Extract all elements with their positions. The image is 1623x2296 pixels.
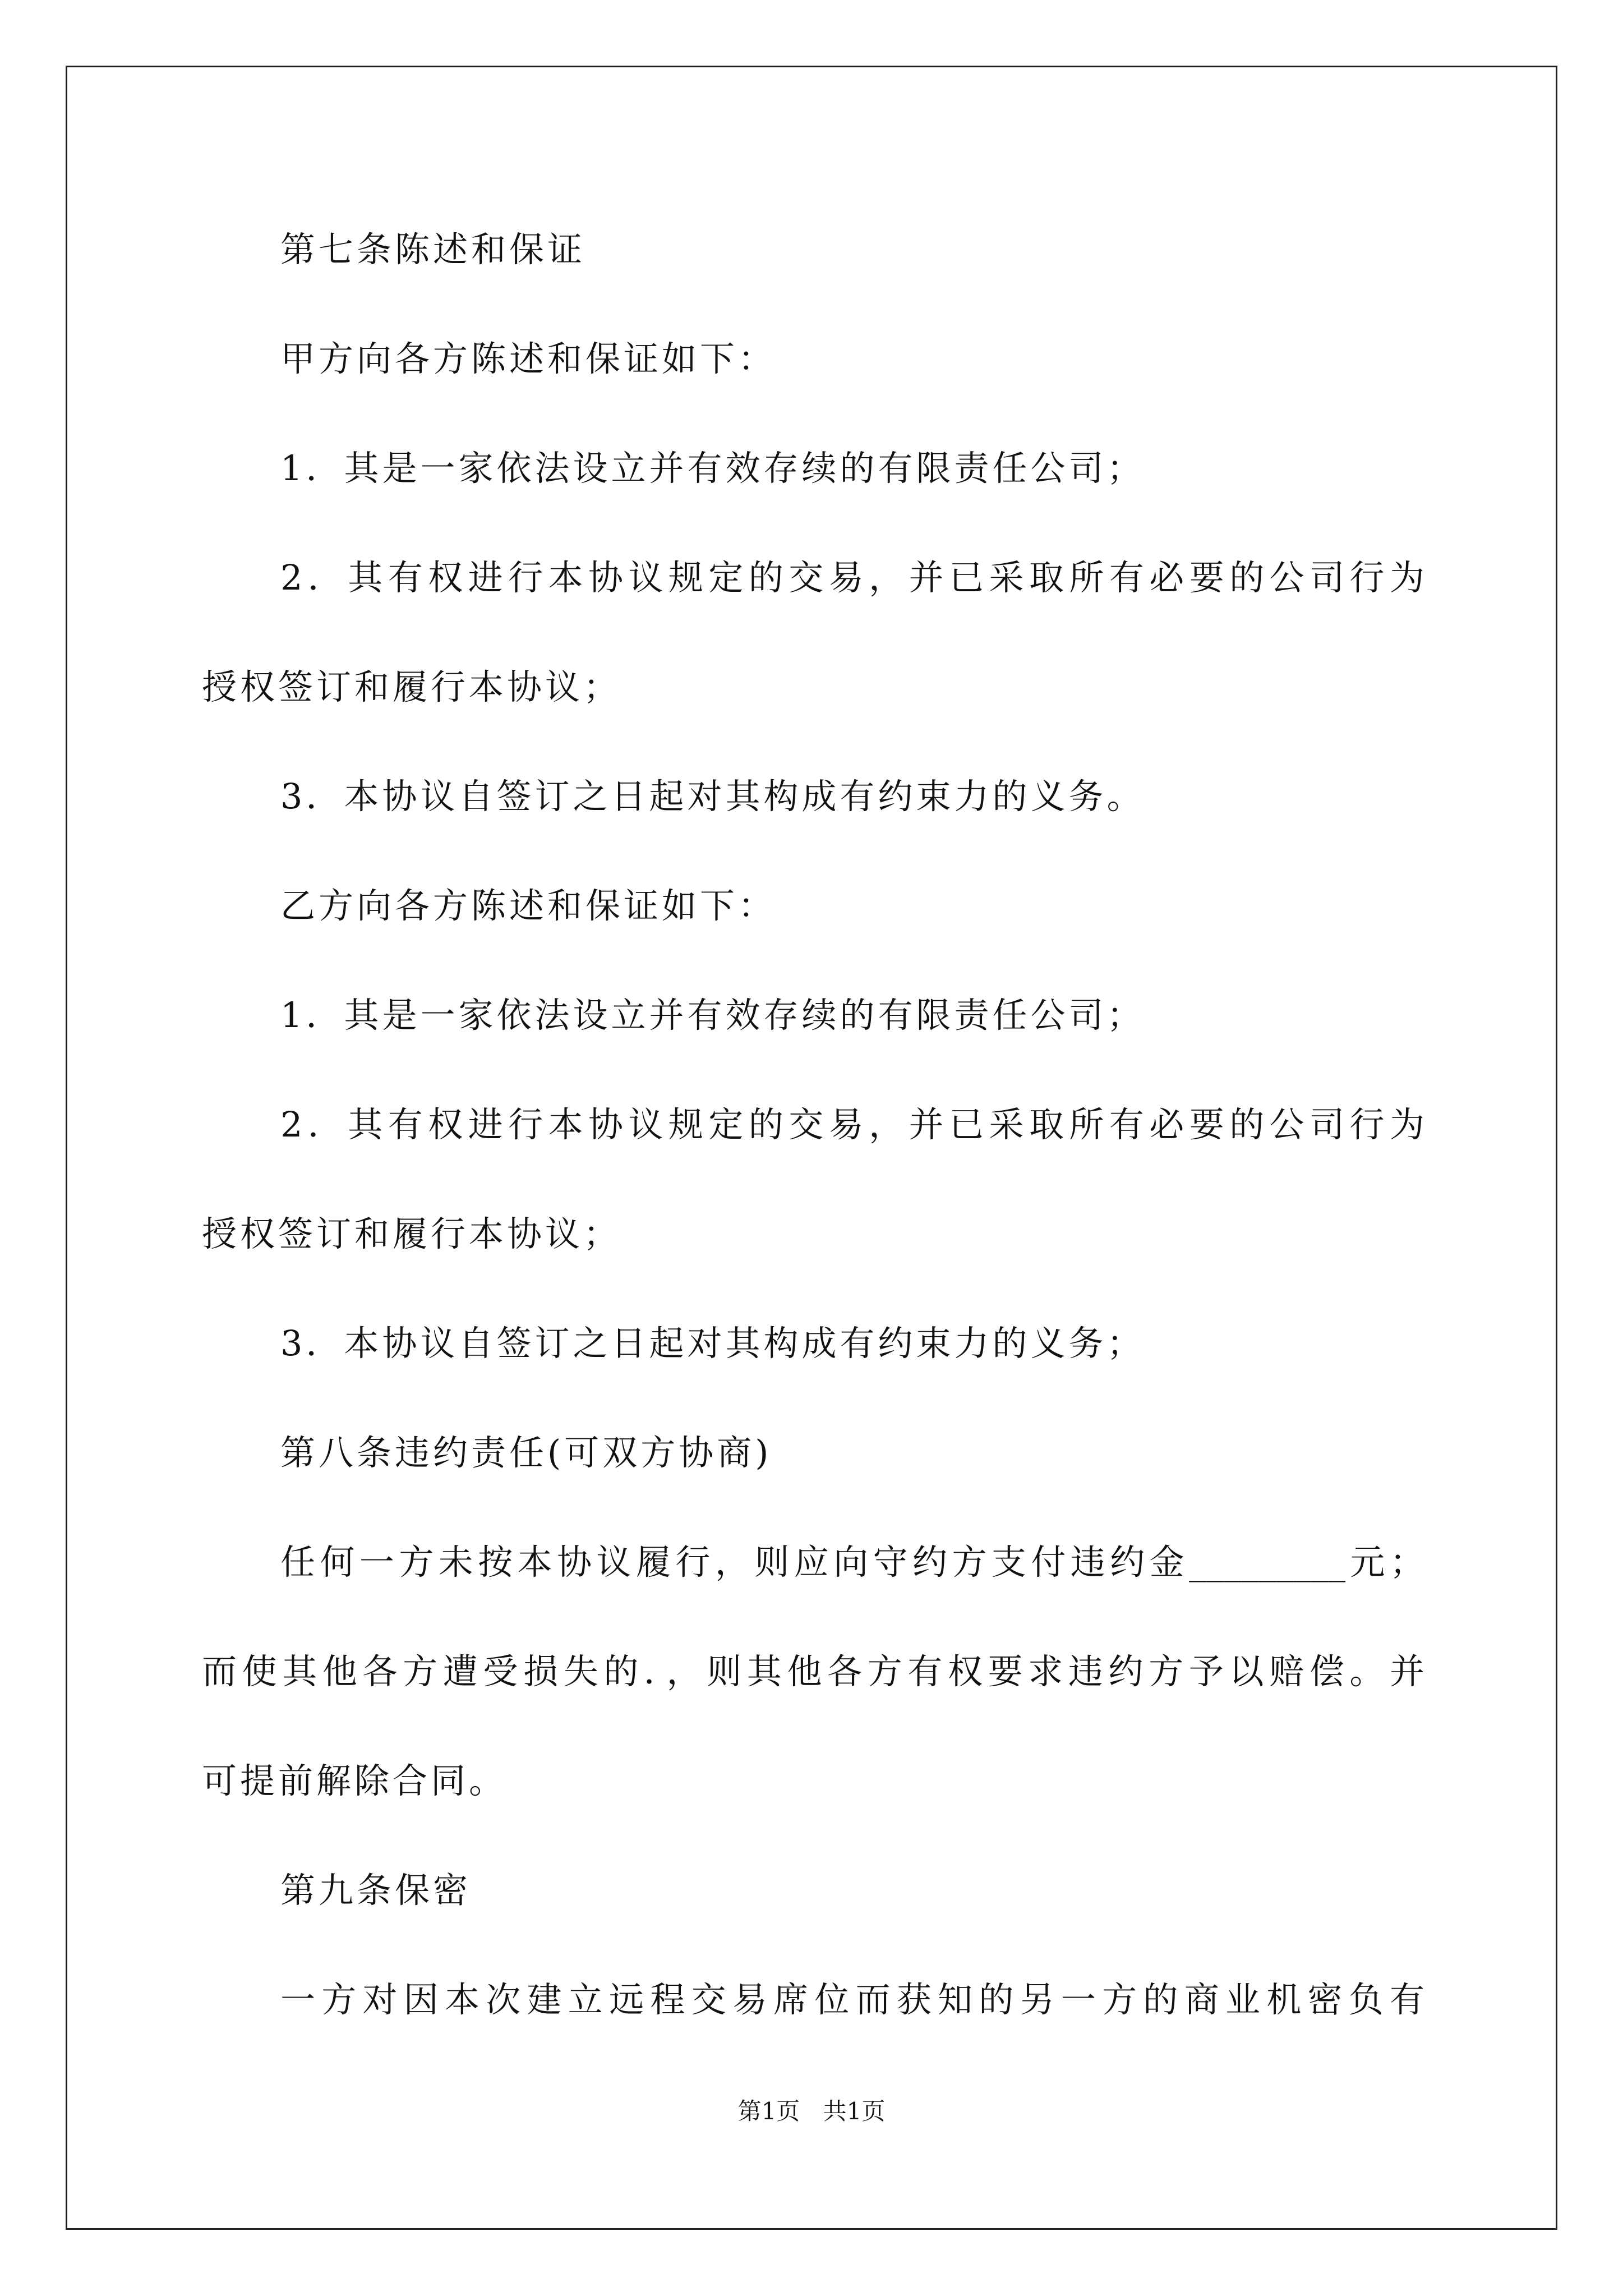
paragraph-line: 授权签订和履行本协议； xyxy=(202,666,622,707)
section-heading-7: 第七条陈述和保证 xyxy=(280,229,586,270)
list-item: 3．本协议自签订之日起对其构成有约束力的义务。 xyxy=(280,776,1145,817)
page-total: 共1页 xyxy=(823,2097,886,2125)
page-footer xyxy=(0,2095,1623,2128)
paragraph-line: 任何一方未按本协议履行，则应向守约方支付违约金_________元； xyxy=(280,1542,1424,1582)
page-number: 第1页 xyxy=(737,2097,800,2125)
paragraph-line: 乙方向各方陈述和保证如下： xyxy=(280,885,777,926)
paragraph-line: 而使其他各方遭受损失的．，则其他各方有权要求违约方予以赔偿。并 xyxy=(202,1651,1424,1692)
list-item: 1．其是一家依法设立并有效存续的有限责任公司； xyxy=(280,448,1145,489)
section-heading-8: 第八条违约责任(可双方协商) xyxy=(280,1432,772,1473)
paragraph-line: 可提前解除合同。 xyxy=(202,1760,508,1801)
list-item: 2．其有权进行本协议规定的交易，并已采取所有必要的公司行为 xyxy=(280,1104,1424,1145)
paragraph-line: 甲方向各方陈述和保证如下： xyxy=(280,338,777,379)
paragraph-line: 授权签订和履行本协议； xyxy=(202,1213,622,1254)
list-item: 3．本协议自签订之日起对其构成有约束力的义务； xyxy=(280,1323,1145,1364)
paragraph-line: 一方对因本次建立远程交易席位而获知的另一方的商业机密负有 xyxy=(280,1979,1424,2020)
section-heading-9: 第九条保密 xyxy=(280,1870,472,1911)
list-item: 2．其有权进行本协议规定的交易，并已采取所有必要的公司行为 xyxy=(280,557,1424,598)
list-item: 1．其是一家依法设立并有效存续的有限责任公司； xyxy=(280,995,1145,1036)
